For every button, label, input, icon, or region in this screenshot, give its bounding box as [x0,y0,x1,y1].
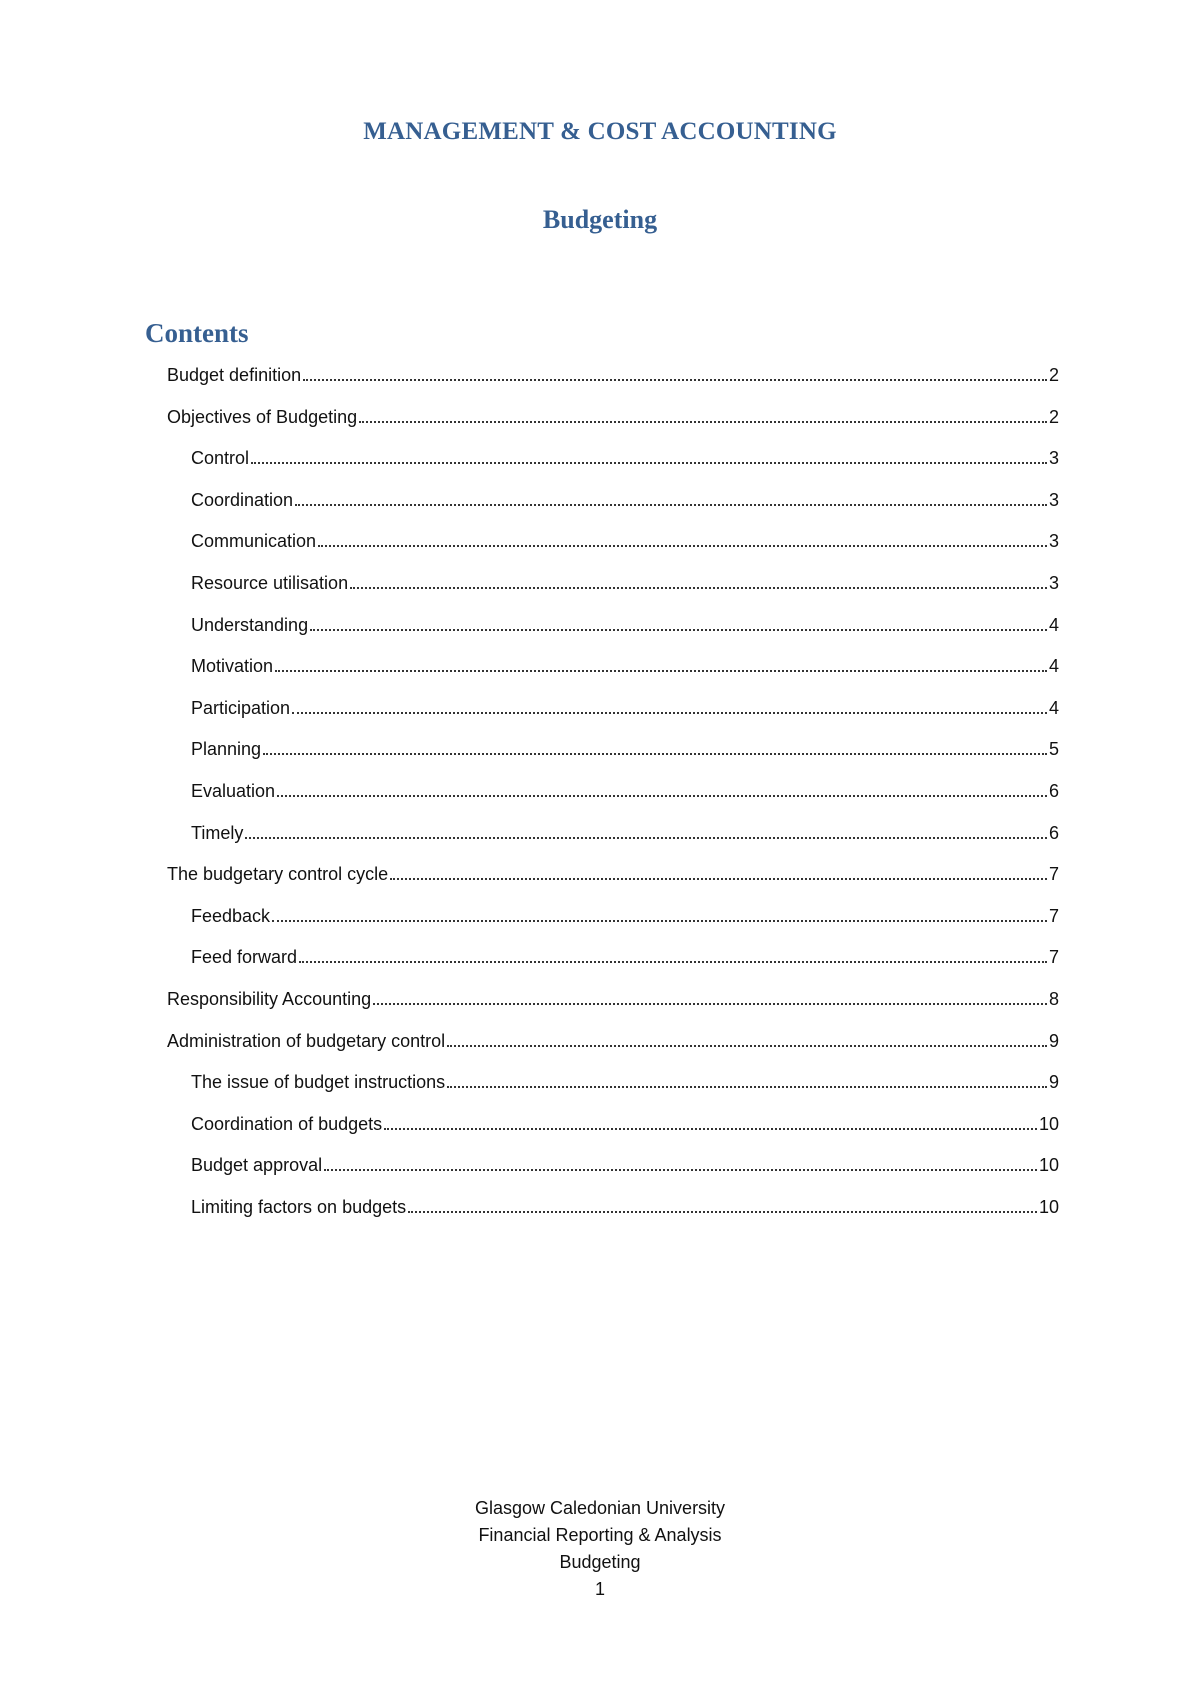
toc-entry-page-number: 7 [1048,947,1059,968]
toc-entry-page-number: 10 [1038,1113,1059,1134]
toc-entry[interactable] [191,653,1059,677]
toc-entry[interactable] [167,986,1059,1010]
toc-dot-leader [272,920,1047,922]
toc-entry[interactable] [191,612,1059,636]
toc-entry-page-number: 9 [1048,1072,1059,1093]
toc-dot-leader [390,878,1047,880]
toc-entry[interactable] [191,1152,1059,1176]
toc-entry-page-number: 4 [1048,697,1059,718]
toc-dot-leader [350,587,1047,589]
toc-entry-label: Control [191,448,250,469]
toc-entry-page-number: 7 [1048,864,1059,885]
toc-entry-page-number: 4 [1048,614,1059,635]
toc-entry-page-number: 3 [1048,448,1059,469]
toc-dot-leader [447,1086,1047,1088]
toc-entry[interactable] [191,1194,1059,1218]
toc-dot-leader [263,753,1047,755]
toc-entry-page-number: 2 [1048,406,1059,427]
toc-entry[interactable] [191,487,1059,511]
toc-entry-page-number: 5 [1048,739,1059,760]
toc-dot-leader [295,504,1047,506]
toc-entry-label: Feed forward [191,947,298,968]
toc-dot-leader [318,545,1047,547]
toc-entry[interactable] [167,404,1059,428]
toc-entry-label: Budget definition [167,365,302,385]
toc-entry-page-number: 3 [1048,573,1059,593]
toc-entry-page-number: 9 [1048,1030,1059,1051]
page-number: 1 [594,1579,605,1599]
document-title: MANAGEMENT & COST ACCOUNTING [363,118,837,145]
toc-entry[interactable] [191,820,1059,844]
toc-dot-leader [275,670,1047,672]
toc-dot-leader [447,1045,1047,1047]
toc-dot-leader [359,421,1047,423]
toc-entry-label: Participation [191,697,291,718]
document-subtitle: Budgeting [542,205,658,234]
toc-dot-leader [292,712,1047,714]
toc-entry-page-number: 6 [1048,822,1059,843]
page-footer [0,1495,1200,1603]
toc-entry[interactable] [191,445,1059,469]
toc-entry[interactable] [191,944,1059,968]
toc-dot-leader [408,1211,1037,1213]
footer-course: Financial Reporting & Analysis [478,1525,722,1545]
toc-entry-label: Coordination of budgets [191,1113,383,1134]
toc-entry[interactable] [191,1111,1059,1135]
footer-institution: Glasgow Caledonian University [474,1498,726,1518]
toc-entry-page-number: 10 [1038,1197,1059,1217]
toc-entry-label: Understanding [191,614,309,635]
toc-entry-page-number: 8 [1048,989,1059,1009]
toc-entry-label: Administration of budgetary control [167,1030,446,1051]
toc-entry[interactable] [191,1069,1059,1093]
toc-entry-page-number: 3 [1048,489,1059,510]
toc-entry-label: Responsibility Accounting [167,989,372,1009]
toc-entry-label: Limiting factors on budgets [191,1197,407,1217]
toc-entry-page-number: 3 [1048,531,1059,552]
footer-topic: Budgeting [559,1552,641,1572]
toc-entry-label: Resource utilisation [191,573,349,593]
toc-entry-label: Planning [191,739,262,760]
toc-dot-leader [324,1169,1037,1171]
toc-entry-page-number: 4 [1048,656,1059,677]
toc-entry-label: The budgetary control cycle [167,864,389,885]
toc-entry-label: Evaluation [191,781,276,801]
toc-entry[interactable] [167,861,1059,885]
toc-entry-label: Communication [191,531,317,552]
toc-dot-leader [299,961,1047,963]
toc-entry[interactable] [191,695,1059,719]
toc-entry[interactable] [191,528,1059,552]
toc-entry[interactable] [167,1028,1059,1052]
toc-entry[interactable] [191,778,1059,802]
toc-entry-label: Budget approval [191,1155,323,1176]
toc-dot-leader [310,629,1047,631]
toc-entry-label: Timely [191,822,244,843]
toc-dot-leader [303,379,1047,381]
toc-dot-leader [277,795,1047,797]
toc-entry-label: Motivation [191,656,274,677]
toc-entry-page-number: 6 [1048,781,1059,801]
toc-entry[interactable] [191,903,1059,927]
toc-entry-label: Coordination [191,489,294,510]
toc-dot-leader [384,1128,1037,1130]
toc-entry[interactable] [191,570,1059,594]
contents-heading: Contents [145,318,249,348]
toc-entry-label: Feedback [191,905,271,926]
toc-entry-label: The issue of budget instructions [191,1072,446,1093]
toc-dot-leader [251,462,1047,464]
toc-entry-page-number: 7 [1048,905,1059,926]
toc-dot-leader [373,1003,1047,1005]
toc-entry[interactable] [167,362,1059,386]
toc-entry-page-number: 2 [1048,365,1059,385]
toc-entry[interactable] [191,736,1059,760]
toc-entry-label: Objectives of Budgeting [167,406,358,427]
toc-entry-page-number: 10 [1038,1155,1059,1176]
toc-dot-leader [245,837,1047,839]
